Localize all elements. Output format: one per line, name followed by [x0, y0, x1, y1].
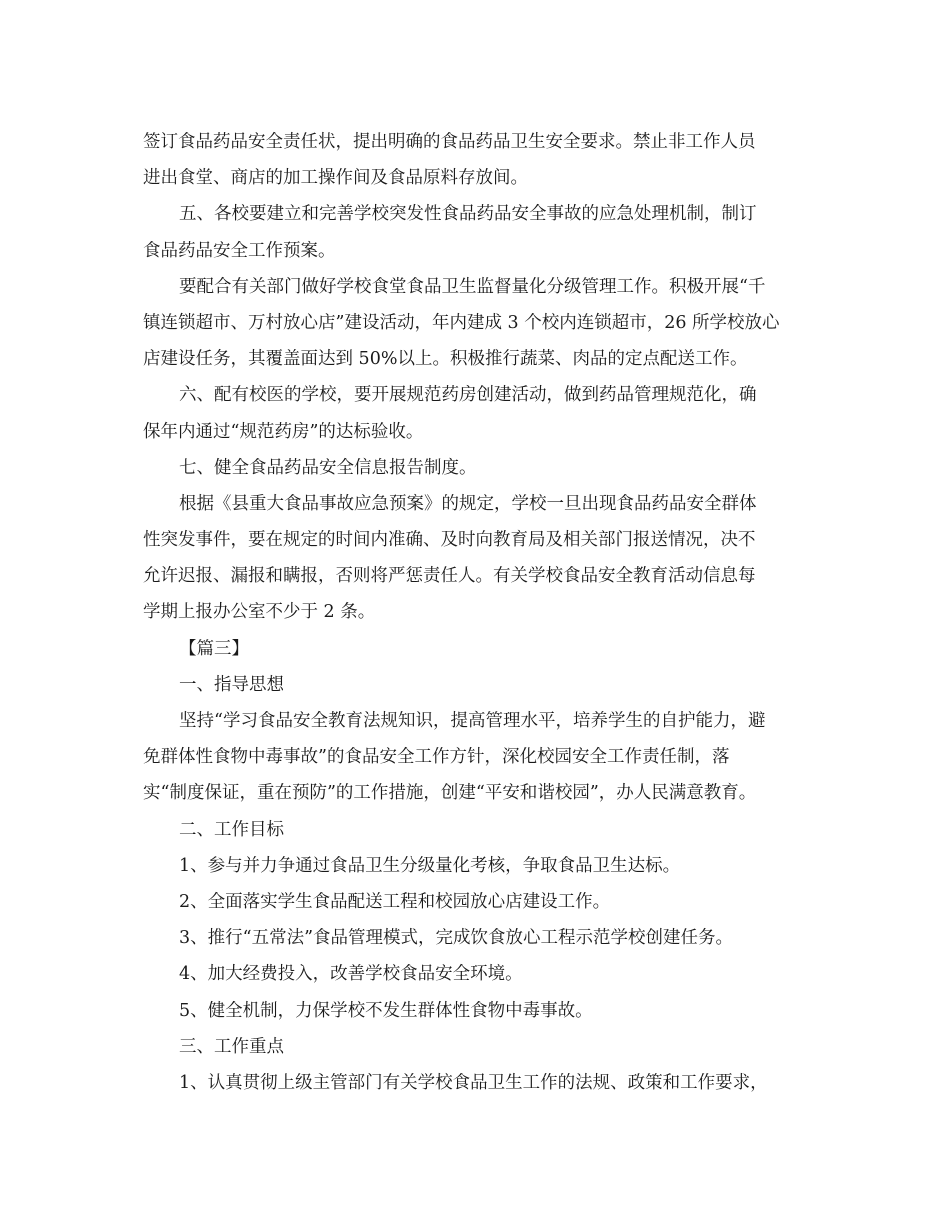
text-line: 七、健全食品药品安全信息报告制度。 [179, 457, 477, 478]
paragraph [143, 848, 813, 884]
paragraph [143, 667, 813, 703]
paragraph [143, 377, 813, 449]
text-line: 免群体性食物中毒事故”的食品安全工作方针，深化校园安全工作责任制，落 [143, 747, 730, 768]
text-line: 保年内通过“规范药房”的达标验收。 [143, 421, 424, 442]
text-line: 二、工作目标 [179, 819, 284, 840]
paragraph [143, 1029, 813, 1065]
paragraph [143, 631, 813, 667]
text-line: 性突发事件，要在规定的时间内准确、及时向教育局及相关部门报送情况，决不 [143, 530, 756, 551]
text-line: 2、全面落实学生食品配送工程和校园放心店建设工作。 [179, 891, 611, 912]
paragraph [143, 993, 813, 1029]
text-line: 学期上报办公室不少于 2 条。 [143, 602, 376, 623]
paragraph [143, 450, 813, 486]
text-line: 根据《县重大食品事故应急预案》的规定，学校一旦出现食品药品安全群体 [179, 493, 757, 514]
text-line: 实“制度保证，重在预防”的工作措施，创建“平安和谐校园”，办人民满意教育。 [143, 783, 757, 804]
paragraph [143, 920, 813, 956]
text-line: 5、健全机制，力保学校不发生群体性食物中毒事故。 [179, 1000, 593, 1021]
text-line: 坚持“学习食品安全教育法规知识，提高管理水平，培养学生的自护能力，避 [179, 711, 766, 731]
paragraph [143, 124, 813, 196]
text-line: 【篇三】 [179, 638, 249, 659]
text-line: 1、认真贯彻上级主管部门有关学校食品卫生工作的法规、政策和工作要求， [179, 1072, 768, 1093]
paragraph [143, 884, 813, 920]
text-line: 一、指导思想 [179, 674, 284, 695]
text-line: 食品药品安全工作预案。 [143, 240, 336, 261]
text-line: 要配合有关部门做好学校食堂食品卫生监督量化分级管理工作。积极开展“千 [179, 276, 766, 297]
text-line: 签订食品药品安全责任状，提出明确的食品药品卫生安全要求。禁止非工作人员 [143, 132, 756, 152]
paragraph [143, 812, 813, 848]
text-line: 镇连锁超市、万村放心店”建设活动，年内建成 3 个校内连锁超市，26 所学校放心 [143, 312, 780, 333]
paragraph [143, 486, 813, 631]
paragraph [143, 956, 813, 992]
paragraph [143, 196, 813, 268]
text-line: 3、推行“五常法”食品管理模式，完成饮食放心工程示范学校创建任务。 [179, 928, 734, 949]
document-body [143, 124, 813, 1101]
text-line: 六、配有校医的学校，要开展规范药房创建活动，做到药品管理规范化，确 [179, 385, 757, 406]
text-line: 4、加大经费投入，改善学校食品安全环境。 [179, 964, 523, 985]
paragraph [143, 703, 813, 812]
paragraph [143, 269, 813, 378]
text-line: 店建设任务，其覆盖面达到 50%以上。积极推行蔬菜、肉品的定点配送工作。 [143, 349, 748, 370]
text-line: 五、各校要建立和完善学校突发性食品药品安全事故的应急处理机制，制订 [179, 204, 757, 225]
text-line: 允许迟报、漏报和瞒报，否则将严惩责任人。有关学校食品安全教育活动信息每 [143, 566, 756, 587]
paragraph [143, 1065, 813, 1101]
text-line: 三、工作重点 [179, 1036, 284, 1057]
text-line: 进出食堂、商店的加工操作间及食品原料存放间。 [143, 168, 528, 189]
text-line: 1、参与并力争通过食品卫生分级量化考核，争取食品卫生达标。 [179, 855, 681, 876]
